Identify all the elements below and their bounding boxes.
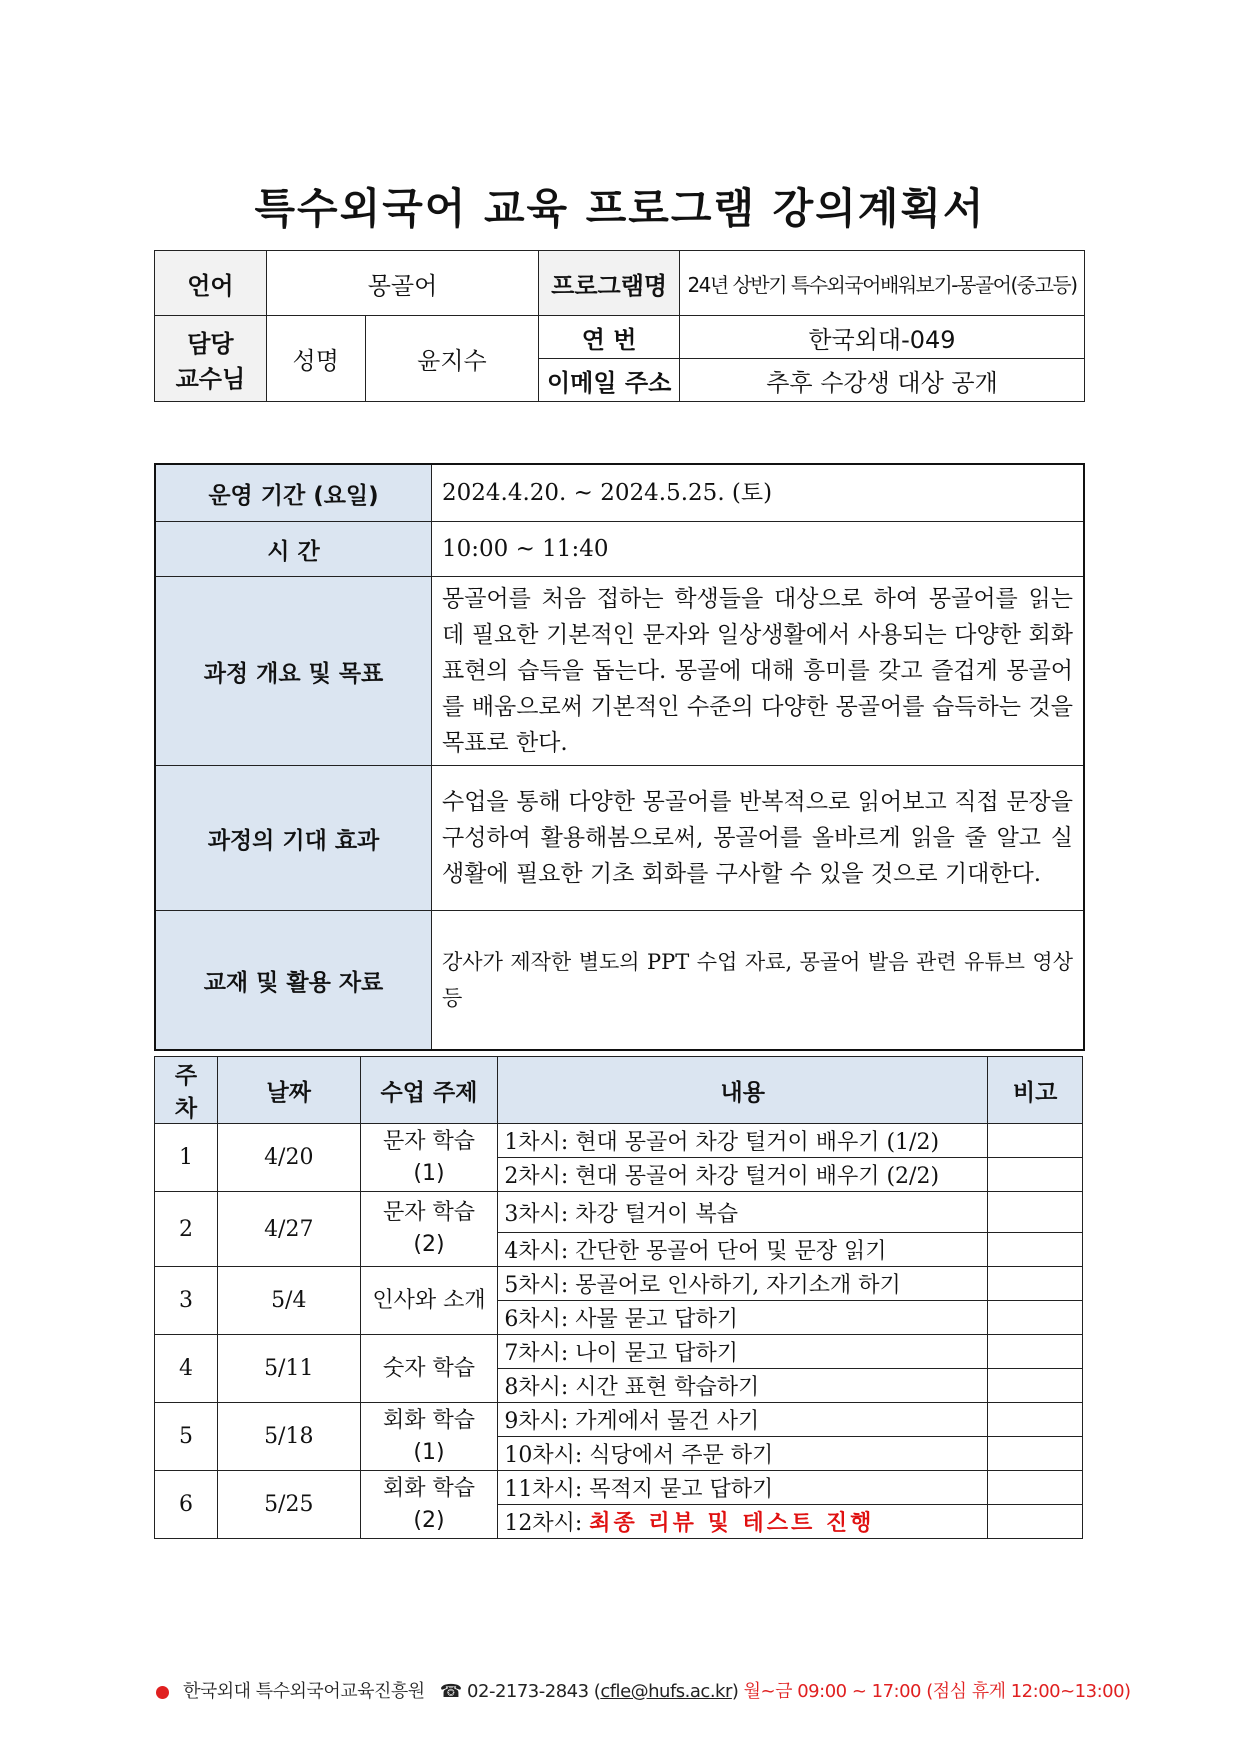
weekly-plan-table: [154, 1056, 1083, 1539]
table-row: [155, 1267, 1083, 1301]
note-cell: [988, 1471, 1083, 1505]
note-cell: [988, 1158, 1083, 1192]
materials-label: 교재 및 활용 자료: [155, 911, 432, 1051]
serial-label: 연 번: [539, 316, 680, 359]
session-content: 9차시: 가게에서 물건 사기: [498, 1403, 988, 1437]
note-header: 비고: [988, 1057, 1083, 1124]
note-cell: [988, 1124, 1083, 1158]
week-topic: 문자 학습 (2): [360, 1192, 498, 1267]
session-content: 8차시: 시간 표현 학습하기: [498, 1369, 988, 1403]
week-number: 4: [155, 1335, 218, 1403]
footer-email-wrap: (cfle@hufs.ac.kr): [593, 1681, 739, 1702]
session-content: 5차시: 몽골어로 인사하기, 자기소개 하기: [498, 1267, 988, 1301]
week-topic: 회화 학습 (1): [360, 1403, 498, 1471]
session-content: 6차시: 사물 묻고 답하기: [498, 1301, 988, 1335]
week-number: 6: [155, 1471, 218, 1539]
note-cell: [988, 1403, 1083, 1437]
session-content: 1차시: 현대 몽골어 차강 털거이 배우기 (1/2): [498, 1124, 988, 1158]
email-value: 추후 수강생 대상 공개: [679, 359, 1084, 402]
session-content: 11차시: 목적지 묻고 답하기: [498, 1471, 988, 1505]
week-number: 2: [155, 1192, 218, 1267]
session-content: 10차시: 식당에서 주문 하기: [498, 1437, 988, 1471]
professor-label: 담당 교수님: [155, 316, 267, 402]
note-cell: [988, 1505, 1083, 1539]
name-value: 윤지수: [365, 316, 539, 402]
footer-hours: 월~금 09:00 ~ 17:00 (점심 휴게 12:00~13:00): [743, 1681, 1131, 1702]
effect-value: 수업을 통해 다양한 몽골어를 반복적으로 읽어보고 직접 문장을 구성하여 활용해봄으로써, 몽골어를 올바르게 읽을 줄 알고 실생활에 필요한 기초 회화를 구사할 수 있을 것으로 기대한다.: [432, 766, 1085, 911]
note-cell: [988, 1335, 1083, 1369]
info-table: [154, 250, 1085, 402]
period-label: 운영 기간 (요일): [155, 464, 432, 522]
overview-value: 몽골어를 처음 접하는 학생들을 대상으로 하여 몽골어를 읽는 데 필요한 기본적인 문자와 일상생활에서 사용되는 다양한 회화 표현의 습득을 돕는다. 몽골에 대해 흥미를 갖고 즐겁게 몽골어를 배움으로써 기본적인 수준의 다양한 몽골어를 습득하는 것을 목표로 한다.: [432, 577, 1085, 766]
topic-header: 수업 주제: [360, 1057, 498, 1124]
week-topic: 인사와 소개: [360, 1267, 498, 1335]
note-cell: [988, 1192, 1083, 1233]
email-label: 이메일 주소: [539, 359, 680, 402]
week-number: 3: [155, 1267, 218, 1335]
table-row: [155, 1471, 1083, 1505]
note-cell: [988, 1369, 1083, 1403]
week-topic: 숫자 학습: [360, 1335, 498, 1403]
serial-value: 한국외대-049: [679, 316, 1084, 359]
name-label: 성명: [266, 316, 365, 402]
footer: [156, 1677, 1131, 1703]
session-content: 3차시: 차강 털거이 복습: [498, 1192, 988, 1233]
date-header: 날짜: [217, 1057, 360, 1124]
week-topic: 회화 학습 (2): [360, 1471, 498, 1539]
week-topic: 문자 학습 (1): [360, 1124, 498, 1192]
week-date: 5/25: [217, 1471, 360, 1539]
session-content: 2차시: 현대 몽골어 차강 털거이 배우기 (2/2): [498, 1158, 988, 1192]
footer-email-link[interactable]: cfle@hufs.ac.kr: [600, 1681, 732, 1702]
program-value: 24년 상반기 특수외국어배워보기-몽골어(중고등): [679, 251, 1084, 316]
time-label: 시 간: [155, 522, 432, 577]
period-value: 2024.4.20. ~ 2024.5.25. (토): [432, 464, 1085, 522]
schedule-table: [154, 463, 1085, 1051]
week-number: 1: [155, 1124, 218, 1192]
time-value: 10:00 ~ 11:40: [432, 522, 1085, 577]
week-date: 4/20: [217, 1124, 360, 1192]
materials-value: 강사가 제작한 별도의 PPT 수업 자료, 몽골어 발음 관련 유튜브 영상 등: [432, 911, 1085, 1051]
table-row: [155, 1124, 1083, 1158]
table-row: [155, 1335, 1083, 1369]
session-content: 7차시: 나이 묻고 답하기: [498, 1335, 988, 1369]
effect-label: 과정의 기대 효과: [155, 766, 432, 911]
note-cell: [988, 1301, 1083, 1335]
final-review-highlight: 최종 리뷰 및 테스트 진행: [589, 1510, 875, 1536]
page-title: 특수외국어 교육 프로그램 강의계획서: [254, 184, 986, 233]
overview-label: 과정 개요 및 목표: [155, 577, 432, 766]
week-date: 5/4: [217, 1267, 360, 1335]
week-date: 5/18: [217, 1403, 360, 1471]
phone-icon: ☎: [439, 1681, 462, 1702]
content-header: 내용: [498, 1057, 988, 1124]
bullet-dot-icon: [156, 1686, 169, 1699]
session-content: 4차시: 간단한 몽골어 단어 및 문장 읽기: [498, 1233, 988, 1267]
session-prefix: 12차시:: [504, 1511, 590, 1536]
note-cell: [988, 1267, 1083, 1301]
language-value: 몽골어: [266, 251, 538, 316]
footer-org: 한국외대 특수외국어교육진흥원: [183, 1681, 425, 1702]
week-date: 5/11: [217, 1335, 360, 1403]
table-row: [155, 1192, 1083, 1233]
footer-tel: 02-2173-2843: [467, 1681, 589, 1702]
week-number: 5: [155, 1403, 218, 1471]
note-cell: [988, 1437, 1083, 1471]
language-label: 언어: [155, 251, 267, 316]
table-row: [155, 1403, 1083, 1437]
note-cell: [988, 1233, 1083, 1267]
week-date: 4/27: [217, 1192, 360, 1267]
week-header: 주 차: [155, 1057, 218, 1124]
program-label: 프로그램명: [539, 251, 680, 316]
session-content: [498, 1505, 988, 1539]
